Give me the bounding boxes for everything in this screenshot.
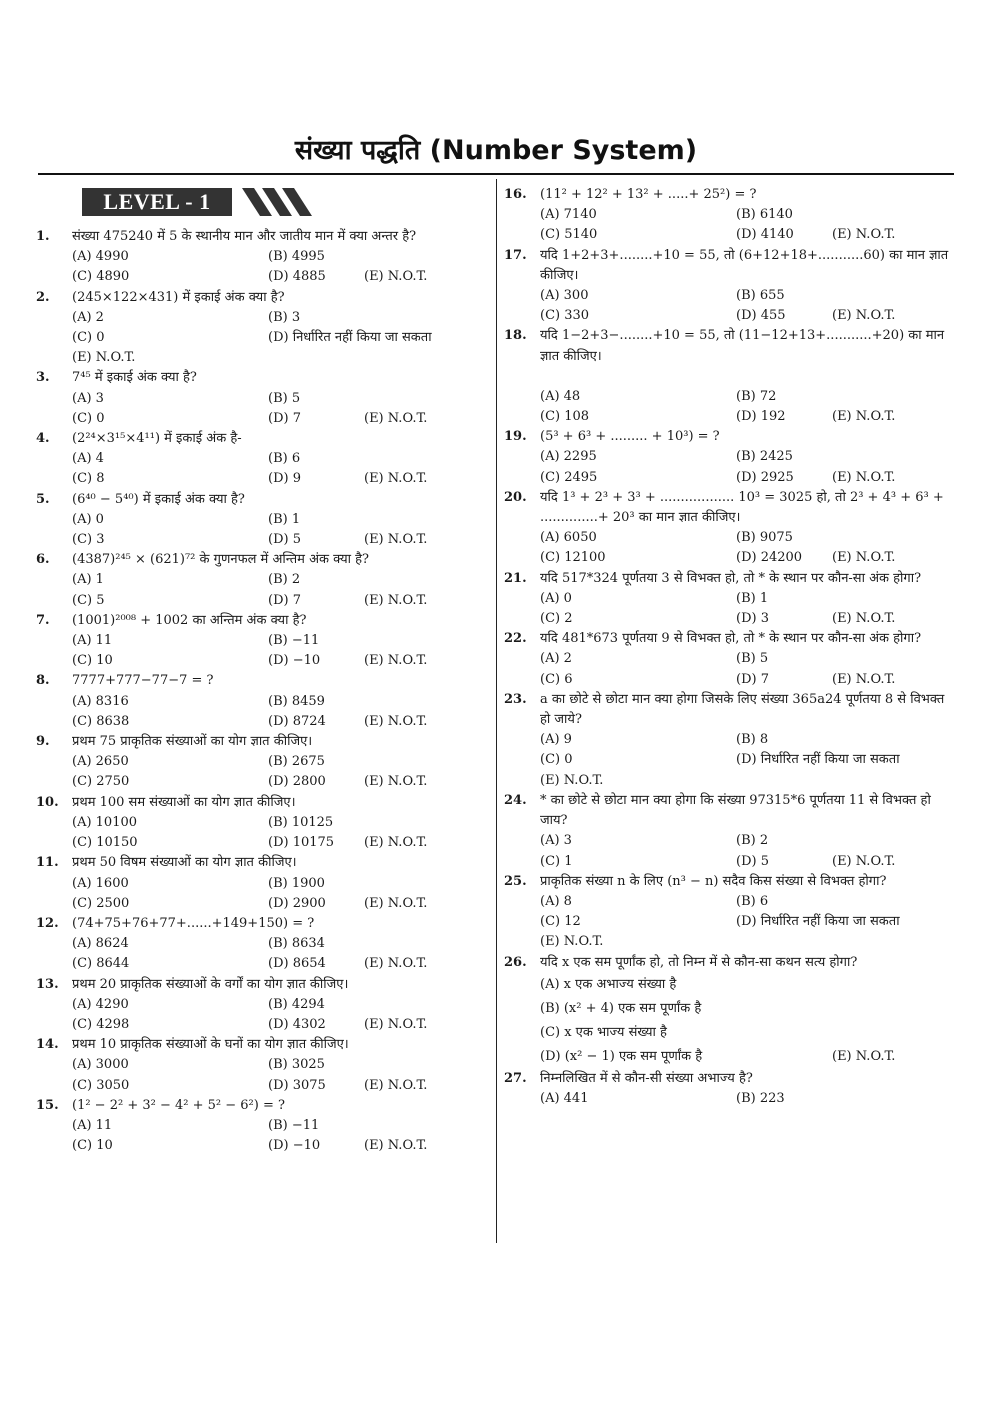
option-d: (D) 4302 <box>268 1016 326 1032</box>
question-21 <box>504 569 956 630</box>
option-a: (A) 11 <box>72 633 113 649</box>
option-e: (E) N.O.T. <box>832 469 896 485</box>
question-20 <box>504 488 956 569</box>
question-number: 15. <box>36 1097 59 1113</box>
decorative-stripes-icon <box>242 188 322 216</box>
question-text: a का छोटे से छोटा मान क्या होगा जिसके लिए संख्या 365a24 पूर्णतया 8 से विभक्त हो जाये? <box>540 691 945 728</box>
question-10 <box>36 793 492 854</box>
option-c: (C) 3 <box>72 532 105 548</box>
option-c: (C) 2750 <box>72 774 130 790</box>
option-c: (C) 2495 <box>540 469 598 485</box>
option-d: (D) 8654 <box>268 956 326 972</box>
option-c: (C) 0 <box>540 752 573 768</box>
option-c: (C) 5140 <box>540 227 598 243</box>
option-e: (E) N.O.T. <box>364 592 428 608</box>
option-e: (E) N.O.T. <box>72 350 136 366</box>
question-9 <box>36 732 492 793</box>
option-b: (B) 2425 <box>736 449 793 465</box>
option-c: (C) 1 <box>540 853 573 869</box>
option-b: (B) −11 <box>268 1117 320 1133</box>
question-18 <box>504 326 956 427</box>
option-a: (A) 1600 <box>72 875 129 891</box>
question-22 <box>504 629 956 690</box>
option-c: (C) 0 <box>72 410 105 426</box>
question-text: संख्या 475240 में 5 के स्थानीय मान और जातीय मान में क्या अन्तर है? <box>72 229 417 244</box>
question-text: (6⁴⁰ − 5⁴⁰) में इकाई अंक क्या है? <box>72 491 245 507</box>
option-c: (C) 10 <box>72 1138 113 1154</box>
level-label: LEVEL - 1 <box>82 188 232 216</box>
option-b: (B) 6 <box>268 451 301 467</box>
question-number: 10. <box>36 794 59 810</box>
option-c: (C) 3050 <box>72 1077 130 1093</box>
option-a: (A) 8316 <box>72 693 129 709</box>
question-17 <box>504 246 956 327</box>
option-b: (B) 6 <box>736 893 769 909</box>
option-d: (D) 4885 <box>268 269 326 285</box>
question-13 <box>36 975 492 1036</box>
question-27 <box>504 1069 956 1109</box>
option-b: (B) 1 <box>736 590 769 606</box>
question-number: 13. <box>36 976 59 992</box>
option-d: (D) 3 <box>736 611 769 627</box>
option-b: (B) 1 <box>268 511 301 527</box>
question-text: (11² + 12² + 13² + .....+ 25²) = ? <box>540 187 757 202</box>
option-a: (A) 3 <box>72 390 104 406</box>
question-text: निम्नलिखित में से कौन-सी संख्या अभाज्य है? <box>540 1070 753 1086</box>
option-d: (D) निर्धारित नहीं किया जा सकता <box>736 752 900 768</box>
option-e: (E) N.O.T. <box>364 713 428 729</box>
option-b: (B) 5 <box>268 390 301 406</box>
option-d: (D) −10 <box>268 1138 321 1154</box>
option-d: (D) 3075 <box>268 1077 326 1093</box>
question-text: यदि 517*324 पूर्णतया 3 से विभक्त हो, तो * के स्थान पर कौन-सा अंक होगा? <box>540 570 922 586</box>
option-b: (B) 1900 <box>268 875 325 891</box>
option-e: (E) N.O.T. <box>364 1077 428 1093</box>
option-d: (D) 5 <box>736 853 769 869</box>
question-text: प्रथम 100 सम संख्याओं का योग ज्ञात कीजिए। <box>72 794 296 810</box>
question-number: 1. <box>36 229 50 244</box>
option-a: (A) 11 <box>72 1117 113 1133</box>
option-d: (D) −10 <box>268 653 321 669</box>
question-number: 12. <box>36 915 59 931</box>
page-title: संख्या पद्धति (Number System) <box>294 135 698 166</box>
option-e: (E) N.O.T. <box>540 772 604 788</box>
option-a: (A) 1 <box>72 572 104 588</box>
question-text: * का छोटे से छोटा मान क्या होगा कि संख्या 97315*6 पूर्णतया 11 से विभक्त हो जाय? <box>540 792 931 829</box>
option-c: (C) 5 <box>72 592 105 608</box>
question-number: 22. <box>504 631 527 647</box>
question-number: 26. <box>504 954 527 970</box>
option-c: (C) 12100 <box>540 550 606 566</box>
option-e: (E) N.O.T. <box>364 1138 428 1154</box>
option-d: (D) 5 <box>268 532 301 548</box>
option-c: (C) 10150 <box>72 835 138 851</box>
option-c: (C) 4890 <box>72 269 130 285</box>
option-e: (E) N.O.T. <box>364 471 428 487</box>
option-a: (A) 48 <box>540 388 581 404</box>
question-text: यदि 1−2+3−........+10 = 55, तो (11−12+13+...........+20) का मान ज्ञात कीजिए। <box>540 328 945 364</box>
option-c: (C) 2 <box>540 611 573 627</box>
option-e: (E) N.O.T. <box>832 611 896 627</box>
option-d: (D) 2800 <box>268 774 326 790</box>
option-a: (A) 300 <box>540 288 589 304</box>
question-7 <box>36 611 492 672</box>
option-b: (B) −11 <box>268 633 320 649</box>
option-d: (D) 192 <box>736 409 786 425</box>
option-d: (D) 9 <box>268 471 301 487</box>
option-b: (B) 655 <box>736 288 785 304</box>
option-b: (B) 8459 <box>268 693 325 709</box>
option-c: (C) 8638 <box>72 713 130 729</box>
option-e: (E) N.O.T. <box>364 532 428 548</box>
question-text: (1² − 2² + 3² − 4² + 5² − 6²) = ? <box>72 1097 285 1113</box>
option-e: (E) N.O.T. <box>832 853 896 869</box>
question-text: प्रथम 20 प्राकृतिक संख्याओं के वर्गों का योग ज्ञात कीजिए। <box>72 976 349 992</box>
option-c: (C) 8644 <box>72 956 130 972</box>
question-number: 21. <box>504 570 527 586</box>
option-a: (A) 6050 <box>540 530 597 546</box>
question-12 <box>36 914 492 975</box>
option-b: (B) 8634 <box>268 936 325 952</box>
option-c: (C) 10 <box>72 653 113 669</box>
option-b: (B) 4995 <box>268 249 325 265</box>
option-a: (A) 8624 <box>72 936 129 952</box>
question-text: यदि x एक सम पूर्णांक हो, तो निम्न में से कौन-सा कथन सत्य होगा? <box>540 954 858 970</box>
option-b: (B) 5 <box>736 651 769 667</box>
option-a: (A) 7140 <box>540 207 597 223</box>
question-text: प्रथम 10 प्राकृतिक संख्याओं के घनों का योग ज्ञात कीजिए। <box>72 1037 349 1053</box>
option-e: (E) N.O.T. <box>832 227 896 243</box>
option-d: (D) 24200 <box>736 550 803 566</box>
option-e: (E) N.O.T. <box>364 269 428 285</box>
question-number: 8. <box>36 673 50 689</box>
option-d: (D) 2900 <box>268 895 326 911</box>
question-text: यदि 1+2+3+........+10 = 55, तो (6+12+18+...........60) का मान ज्ञात कीजिए। <box>540 247 949 283</box>
question-text: प्रथम 50 विषम संख्याओं का योग ज्ञात कीजिए। <box>72 855 297 871</box>
option-c: (C) 8 <box>72 471 105 487</box>
question-number: 20. <box>504 489 527 505</box>
question-number: 17. <box>504 247 527 263</box>
option-a: (A) 4990 <box>72 249 129 265</box>
question-number: 27. <box>504 1070 527 1086</box>
option-e: (E) N.O.T. <box>832 1048 896 1064</box>
option-b: (B) 3 <box>268 309 301 325</box>
option-c: (C) 108 <box>540 409 590 425</box>
question-11 <box>36 853 492 914</box>
option-a: (A) 2 <box>540 651 572 667</box>
question-number: 6. <box>36 552 50 568</box>
question-text: प्राकृतिक संख्या n के लिए (n³ − n) सदैव किस संख्या से विभक्त होगा? <box>540 873 887 889</box>
option-b: (B) 2 <box>736 833 769 849</box>
option-b: (B) 6140 <box>736 207 793 223</box>
option-e: (E) N.O.T. <box>364 895 428 911</box>
question-text: (2²⁴×3¹⁵×4¹¹) में इकाई अंक है- <box>72 431 242 447</box>
question-number: 23. <box>504 691 527 707</box>
option-a: (A) 3000 <box>72 1057 129 1073</box>
option-b: (B) (x² + 4) एक सम पूर्णांक है <box>540 1000 702 1016</box>
option-b: (B) 2 <box>268 572 301 588</box>
option-e: (E) N.O.T. <box>364 1016 428 1032</box>
question-text: (4387)²⁴⁵ × (621)⁷² के गुणनफल में अन्तिम अंक क्या है? <box>72 552 369 568</box>
right-column <box>504 185 956 1109</box>
option-e: (E) N.O.T. <box>364 835 428 851</box>
question-number: 2. <box>36 289 50 305</box>
option-e: (E) N.O.T. <box>832 550 896 566</box>
option-c: (C) 12 <box>540 914 581 930</box>
question-number: 24. <box>504 792 527 808</box>
option-a: (A) 4290 <box>72 996 129 1012</box>
question-16 <box>504 185 956 246</box>
option-a: (A) 0 <box>540 590 572 606</box>
option-a: (A) 2 <box>72 309 104 325</box>
option-e: (E) N.O.T. <box>364 410 428 426</box>
question-number: 16. <box>504 187 527 202</box>
question-8 <box>36 671 492 732</box>
option-a: (A) x एक अभाज्य संख्या है <box>540 976 677 992</box>
option-d: (D) (x² − 1) एक सम पूर्णांक है <box>540 1048 703 1064</box>
question-number: 25. <box>504 873 527 889</box>
question-number: 11. <box>36 855 59 871</box>
question-14 <box>36 1035 492 1096</box>
left-column <box>36 227 492 1156</box>
option-a: (A) 10100 <box>72 814 138 830</box>
option-e: (E) N.O.T. <box>832 409 896 425</box>
option-e: (E) N.O.T. <box>364 653 428 669</box>
option-a: (A) 4 <box>72 451 104 467</box>
option-b: (B) 3025 <box>268 1057 325 1073</box>
question-number: 5. <box>36 491 50 507</box>
option-e: (E) N.O.T. <box>832 671 896 687</box>
option-e: (E) N.O.T. <box>364 774 428 790</box>
option-a: (A) 441 <box>540 1090 589 1106</box>
option-d: (D) 7 <box>268 592 301 608</box>
option-d: (D) 4140 <box>736 227 794 243</box>
question-number: 19. <box>504 429 527 445</box>
option-b: (B) 72 <box>736 388 777 404</box>
option-c: (C) 330 <box>540 308 590 324</box>
question-number: 14. <box>36 1037 59 1053</box>
question-24 <box>504 791 956 872</box>
title-rule <box>38 173 954 175</box>
option-c: (C) 2500 <box>72 895 130 911</box>
question-19 <box>504 427 956 488</box>
question-3 <box>36 368 492 429</box>
question-text: यदि 1³ + 2³ + 3³ + .................. 10³ = 3025 हो, तो 2³ + 4³ + 6³ + ..............+ 20³ का मान ज्ञात कीजिए। <box>540 489 944 526</box>
option-a: (A) 2295 <box>540 449 597 465</box>
option-d: (D) 2925 <box>736 469 794 485</box>
question-text: 7777+777−77−7 = ? <box>72 673 214 689</box>
option-a: (A) 2650 <box>72 754 129 770</box>
option-b: (B) 8 <box>736 732 769 748</box>
option-b: (B) 4294 <box>268 996 325 1012</box>
option-e: (E) N.O.T. <box>540 934 604 950</box>
option-d: (D) 7 <box>736 671 769 687</box>
option-e: (E) N.O.T. <box>364 956 428 972</box>
option-a: (A) 0 <box>72 511 104 527</box>
question-6 <box>36 550 492 611</box>
question-text: प्रथम 75 प्राकृतिक संख्याओं का योग ज्ञात कीजिए। <box>72 734 313 750</box>
option-d: (D) 10175 <box>268 835 335 851</box>
level-banner <box>82 188 322 218</box>
question-4 <box>36 429 492 490</box>
question-25 <box>504 872 956 953</box>
option-d: (D) 7 <box>268 410 301 426</box>
question-26 <box>504 953 956 1069</box>
question-number: 4. <box>36 431 50 447</box>
option-a: (A) 3 <box>540 833 572 849</box>
option-c: (C) 0 <box>72 330 105 346</box>
option-e: (E) N.O.T. <box>832 308 896 324</box>
option-d: (D) 8724 <box>268 713 326 729</box>
question-23 <box>504 690 956 791</box>
question-number: 3. <box>36 370 50 386</box>
question-number: 7. <box>36 612 50 628</box>
question-15 <box>36 1096 492 1157</box>
option-c: (C) x एक भाज्य संख्या है <box>540 1024 667 1040</box>
option-a: (A) 8 <box>540 893 572 909</box>
question-2 <box>36 288 492 369</box>
option-b: (B) 9075 <box>736 530 793 546</box>
option-b: (B) 10125 <box>268 814 334 830</box>
question-text: (74+75+76+77+......+149+150) = ? <box>72 915 315 931</box>
option-d: (D) 455 <box>736 308 786 324</box>
option-c: (C) 6 <box>540 671 573 687</box>
question-text: यदि 481*673 पूर्णतया 9 से विभक्त हो, तो * के स्थान पर कौन-सा अंक होगा? <box>540 631 922 647</box>
option-a: (A) 9 <box>540 732 572 748</box>
question-text: (245×122×431) में इकाई अंक क्या है? <box>72 289 285 305</box>
option-c: (C) 4298 <box>72 1016 130 1032</box>
question-1 <box>36 227 492 288</box>
question-number: 18. <box>504 328 527 344</box>
question-text: (5³ + 6³ + ......... + 10³) = ? <box>540 429 720 445</box>
option-b: (B) 223 <box>736 1090 785 1106</box>
question-number: 9. <box>36 734 50 750</box>
column-divider <box>496 179 497 1243</box>
question-5 <box>36 490 492 551</box>
question-text: 7⁴⁵ में इकाई अंक क्या है? <box>72 370 197 386</box>
option-d: (D) निर्धारित नहीं किया जा सकता <box>268 330 432 346</box>
option-b: (B) 2675 <box>268 754 325 770</box>
option-d: (D) निर्धारित नहीं किया जा सकता <box>736 914 900 930</box>
question-text: (1001)²⁰⁰⁸ + 1002 का अन्तिम अंक क्या है? <box>72 612 307 628</box>
